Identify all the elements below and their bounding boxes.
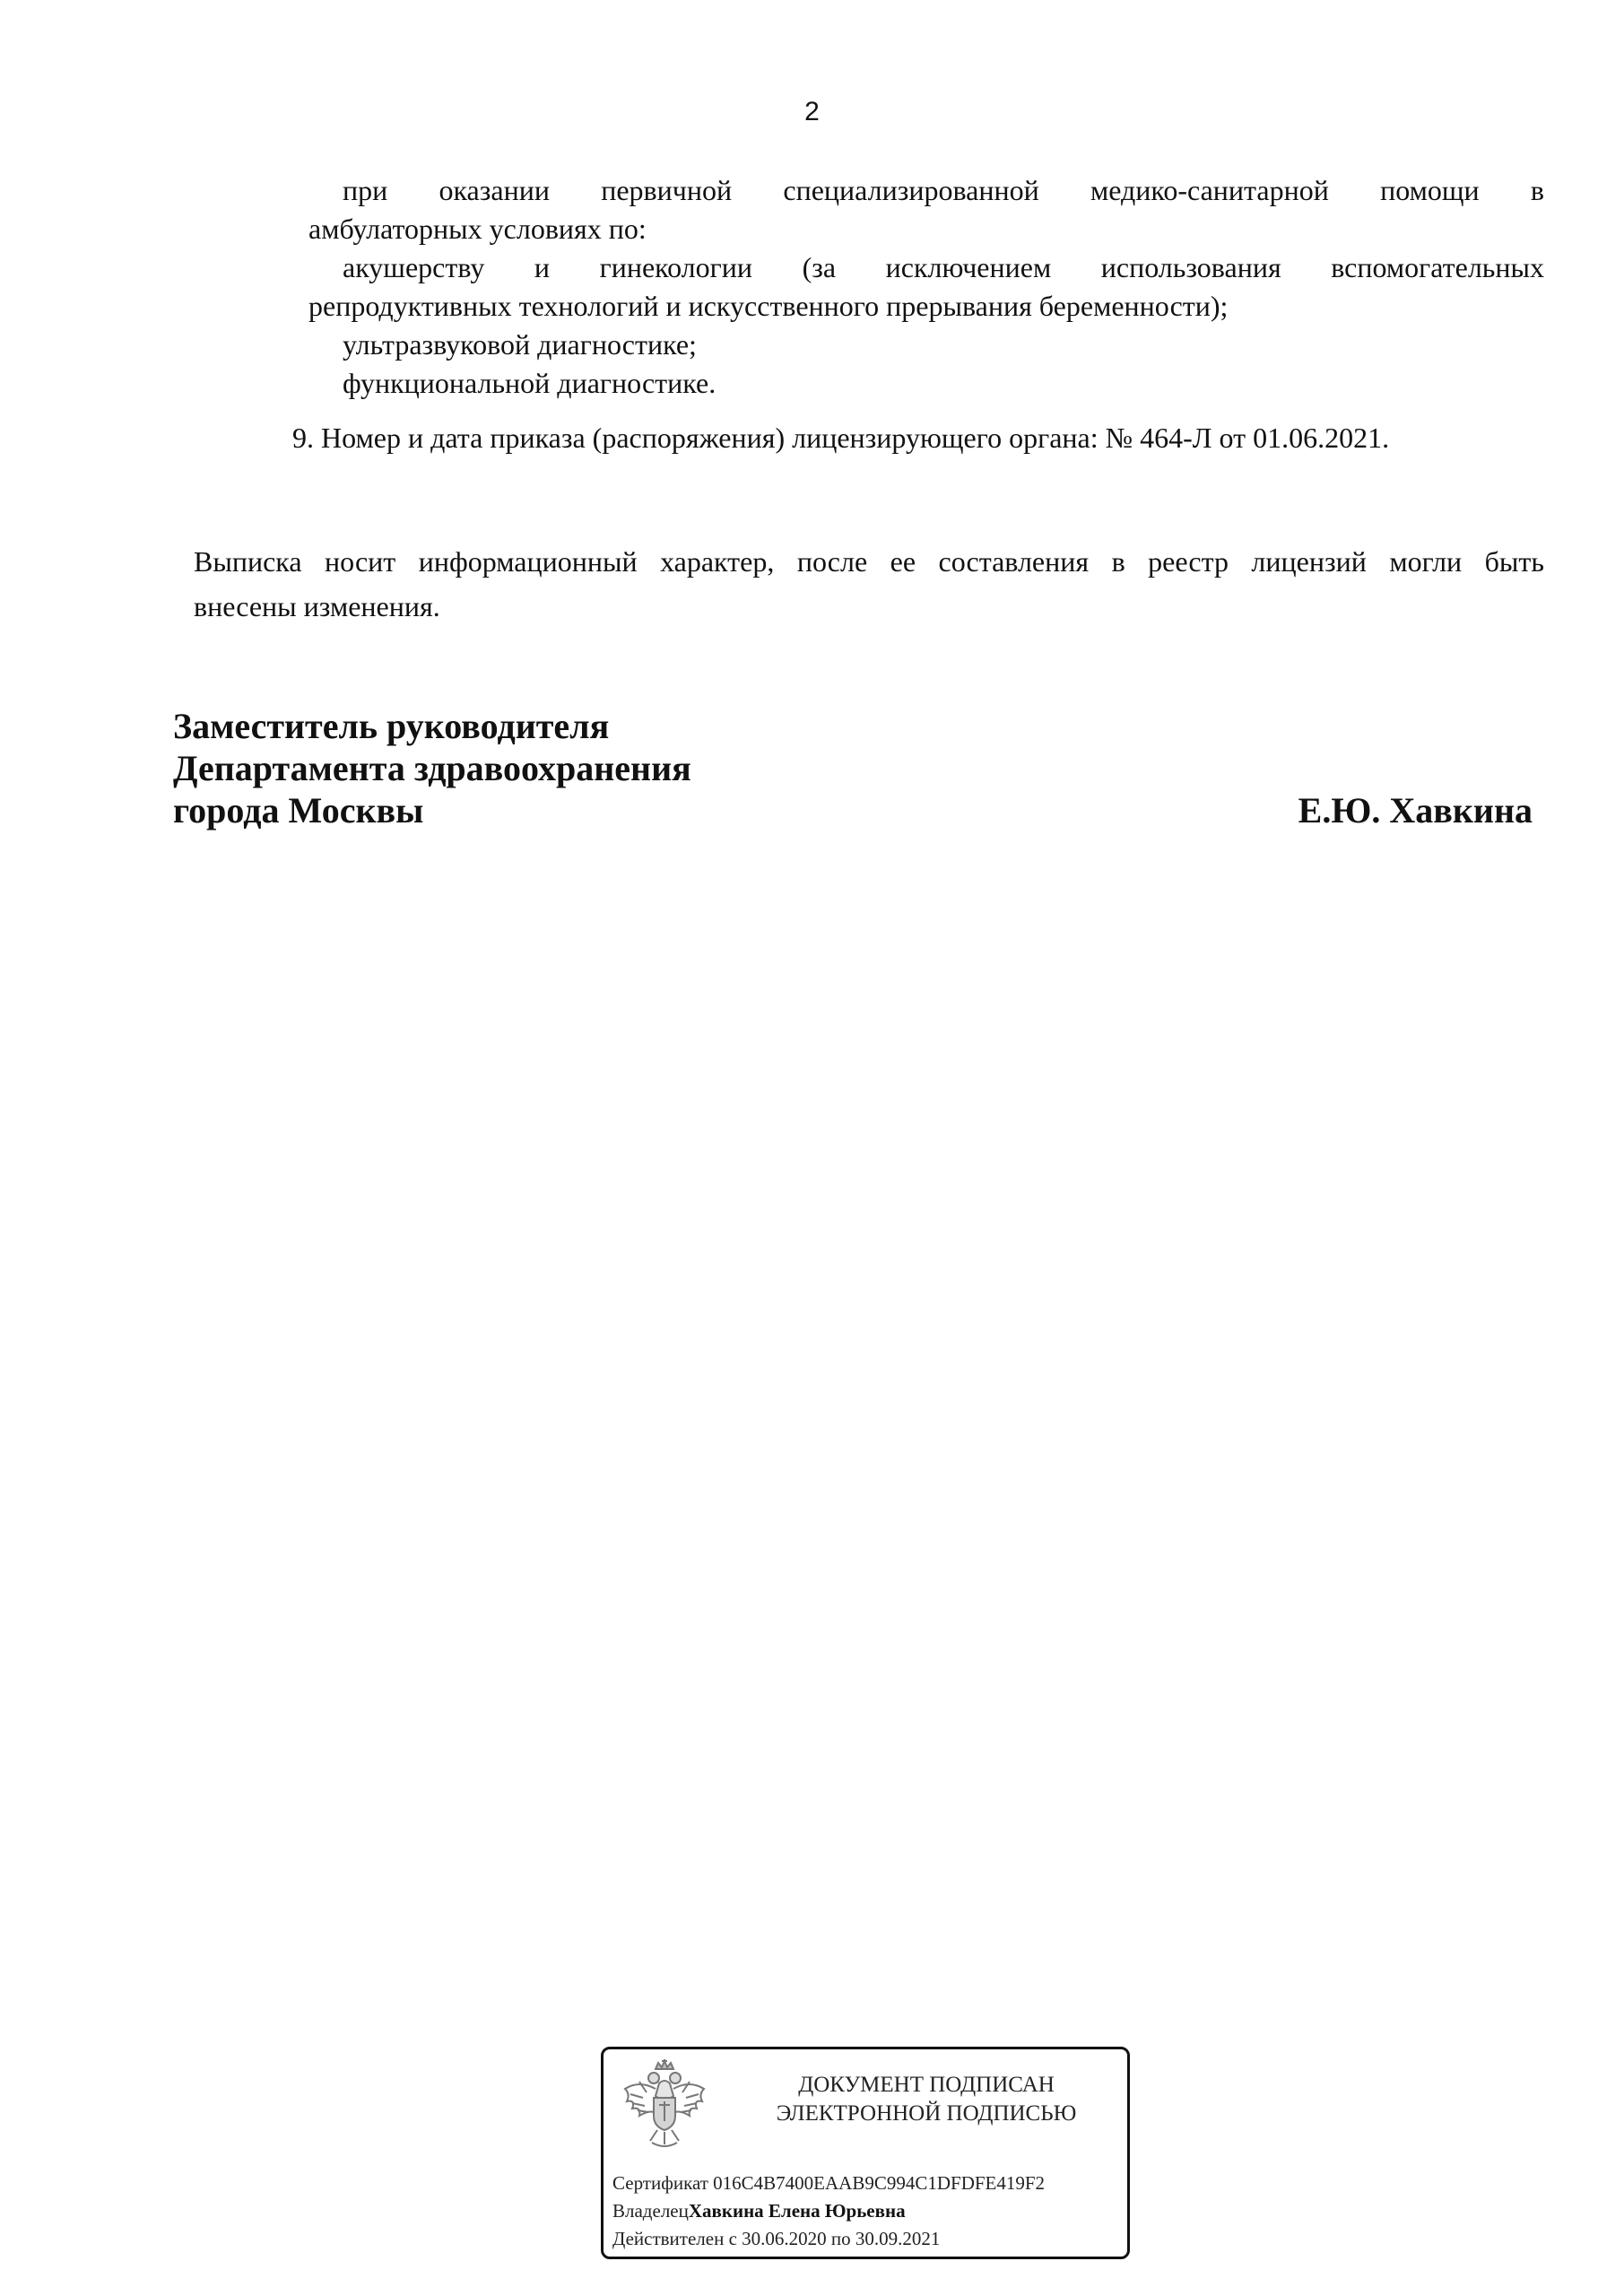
validity-row: Действителен с 30.06.2020 по 30.09.2021 bbox=[612, 2228, 941, 2249]
stamp-title bbox=[738, 2071, 1115, 2128]
license-line-5: ультразвуковой диагностике; bbox=[343, 328, 697, 361]
owner-value: Хавкина Елена Юрьевна bbox=[688, 2200, 906, 2222]
signer-name: Е.Ю. Хавкина bbox=[1298, 790, 1533, 831]
license-line-6: функциональной диагностике. bbox=[343, 367, 716, 399]
license-services-block bbox=[308, 171, 1544, 403]
signatory-position bbox=[173, 705, 691, 831]
license-line-4: репродуктивных технологий и искусственного прерывания беременности); bbox=[308, 290, 1229, 322]
signatory-position-line-2: Департамента здравоохранения bbox=[173, 748, 691, 788]
certificate-label: Сертификат bbox=[612, 2172, 708, 2194]
stamp-title-line-1: ДОКУМЕНТ ПОДПИСАН bbox=[798, 2073, 1055, 2097]
stamp-title-line-2: ЭЛЕКТРОННОЙ ПОДПИСЬЮ bbox=[776, 2101, 1077, 2126]
license-line-2: амбулаторных условиях по: bbox=[308, 213, 647, 245]
informational-notice bbox=[194, 539, 1544, 629]
stamp-details bbox=[612, 2170, 1122, 2253]
signatory-position-line-3: города Москвы bbox=[173, 790, 424, 831]
owner-row bbox=[612, 2197, 1122, 2225]
russian-coat-of-arms-icon bbox=[620, 2057, 709, 2155]
certificate-value: 016C4B7400EAAB9C994C1DFDFE419F2 bbox=[713, 2172, 1046, 2194]
license-line-1: при оказании первичной специализированной медико-санитарной помощи в bbox=[343, 174, 1544, 206]
signatory-position-line-1: Заместитель руководителя bbox=[173, 706, 610, 746]
notice-line-2: внесены изменения. bbox=[194, 590, 440, 622]
electronic-signature-stamp bbox=[601, 2047, 1130, 2259]
certificate-row bbox=[612, 2170, 1122, 2197]
order-number-line: 9. Номер и дата приказа (распоряжения) лицензирующего органа: № 464-Л от 01.06.2021. bbox=[292, 422, 1390, 454]
license-line-3: акушерству и гинекологии (за исключением использования вспомогательных bbox=[343, 251, 1544, 283]
notice-line-1: Выписка носит информационный характер, после ее составления в реестр лицензий могли быть bbox=[194, 545, 1544, 578]
owner-label: Владелец bbox=[612, 2200, 689, 2222]
page-number: 2 bbox=[804, 97, 820, 126]
